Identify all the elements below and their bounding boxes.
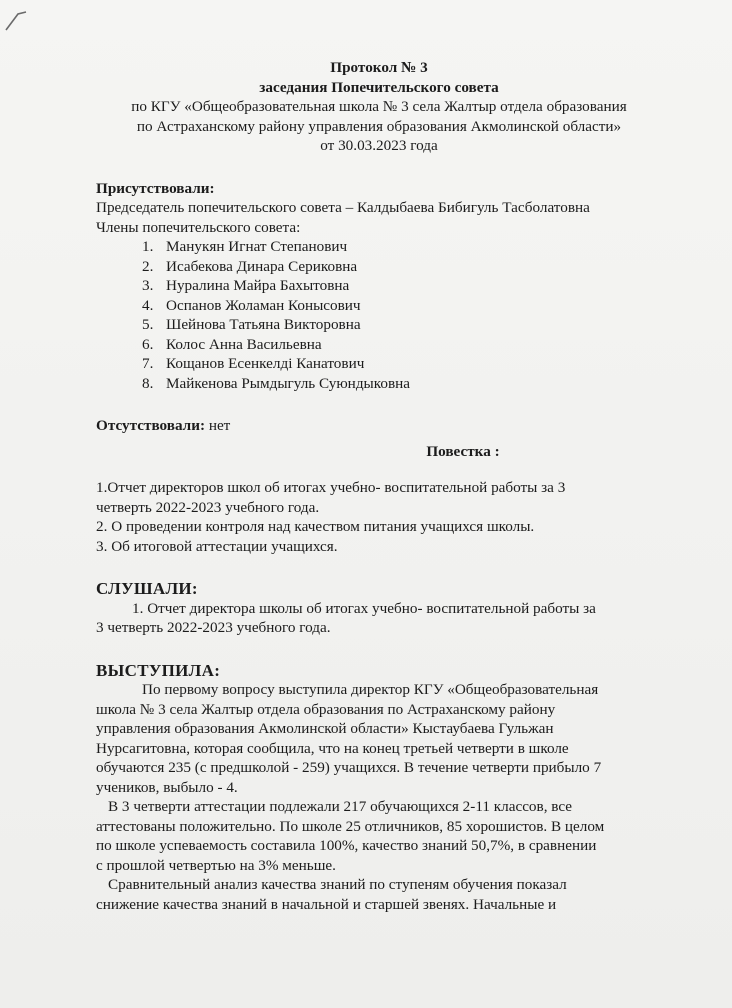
members-list — [96, 237, 662, 393]
speech-paragraph-2-line: В 3 четверти аттестации подлежали 217 обучающихся 2-11 классов, все — [108, 798, 573, 815]
protocol-subtitle: заседания Попечительского совета — [259, 78, 499, 96]
absent-line — [96, 416, 662, 436]
listened-line-2: 3 четверть 2022-2023 учебного года. — [96, 619, 331, 636]
protocol-content — [96, 58, 662, 914]
organization-line-1: по КГУ «Общеобразовательная школа № 3 села Жалтыр отдела образования — [131, 98, 627, 115]
members-heading: Члены попечительского совета: — [96, 218, 301, 236]
speech-paragraph-1-line: учеников, выбыло - 4. — [96, 778, 238, 796]
member-item: 7. Кощанов Есенкелді Канатович — [142, 355, 365, 372]
protocol-date: от 30.03.2023 года — [320, 137, 438, 154]
member-item: 1. Манукян Игнат Степанович — [142, 238, 348, 255]
member-item: 4. Оспанов Жоламан Конысович — [142, 296, 361, 314]
speech-paragraph-1-line: управления образования Акмолинской области» Кыстаубаева Гульжан — [96, 720, 554, 737]
member-item: 8. Майкенова Рымдыгуль Суюндыковна — [142, 374, 410, 392]
organization-line-2: по Астраханскому району управления образования Акмолинской области» — [136, 117, 622, 135]
present-heading: Присутствовали: — [96, 179, 215, 197]
protocol-title: Протокол № 3 — [330, 59, 428, 76]
agenda-item-2: 2. О проведении контроля над качеством питания учащихся школы. — [96, 518, 535, 535]
member-item: 5. Шейнова Татьяна Викторовна — [142, 316, 361, 333]
agenda-item-1-line-1: 1.Отчет директоров школ об итогах учебно- воспитательной работы за 3 — [96, 479, 566, 496]
speech-paragraph-1-line: обучаются 235 (с предшколой - 259) учащихся. В течение четверти прибыло 7 — [96, 759, 602, 776]
listened-line-1: 1. Отчет директора школы об итогах учебно- воспитательной работы за — [132, 599, 596, 617]
absent-value: нет — [205, 417, 231, 434]
chair-line: Председатель попечительского совета – Калдыбаева Бибигуль Тасболатовна — [96, 199, 590, 216]
agenda-heading: Повестка : — [426, 442, 500, 460]
speech-paragraph-2-line: с прошлой четвертью на 3% меньше. — [96, 856, 336, 874]
speech-paragraph-2-line: по школе успеваемость составила 100%, качество знаний 50,7%, в сравнении — [96, 837, 597, 854]
agenda-item-3: 3. Об итоговой аттестации учащихся. — [96, 537, 338, 555]
member-item: 2. Исабекова Динара Сериковна — [142, 257, 358, 275]
speech-paragraph-1-line: школа № 3 села Жалтыр отдела образования по Астраханскому району — [96, 700, 556, 718]
page-corner-fold-mark — [4, 10, 28, 32]
agenda-item-1-line-2: четверть 2022-2023 учебного года. — [96, 498, 320, 516]
member-item: 6. Колос Анна Васильевна — [142, 335, 322, 353]
member-item: 3. Нуралина Майра Бахытовна — [142, 277, 350, 294]
speech-paragraph-3-line: снижение качества знаний в начальной и старшей звенях. Начальные и — [96, 895, 557, 913]
speech-paragraph-2-line: аттестованы положительно. По школе 25 отличников, 85 хорошистов. В целом — [96, 817, 605, 835]
speech-paragraph-3-line: Сравнительный анализ качества знаний по ступеням обучения показал — [108, 876, 567, 893]
speech-paragraph-1-line: По первому вопросу выступила директор КГУ «Общеобразовательная — [142, 681, 599, 698]
speech-paragraph-1-line: Нурсагитовна, которая сообщила, что на конец третьей четверти в школе — [96, 739, 569, 757]
spoke-heading: ВЫСТУПИЛА: — [96, 660, 221, 680]
listened-heading: СЛУШАЛИ: — [96, 579, 198, 598]
absent-label: Отсутствовали: — [96, 417, 206, 434]
